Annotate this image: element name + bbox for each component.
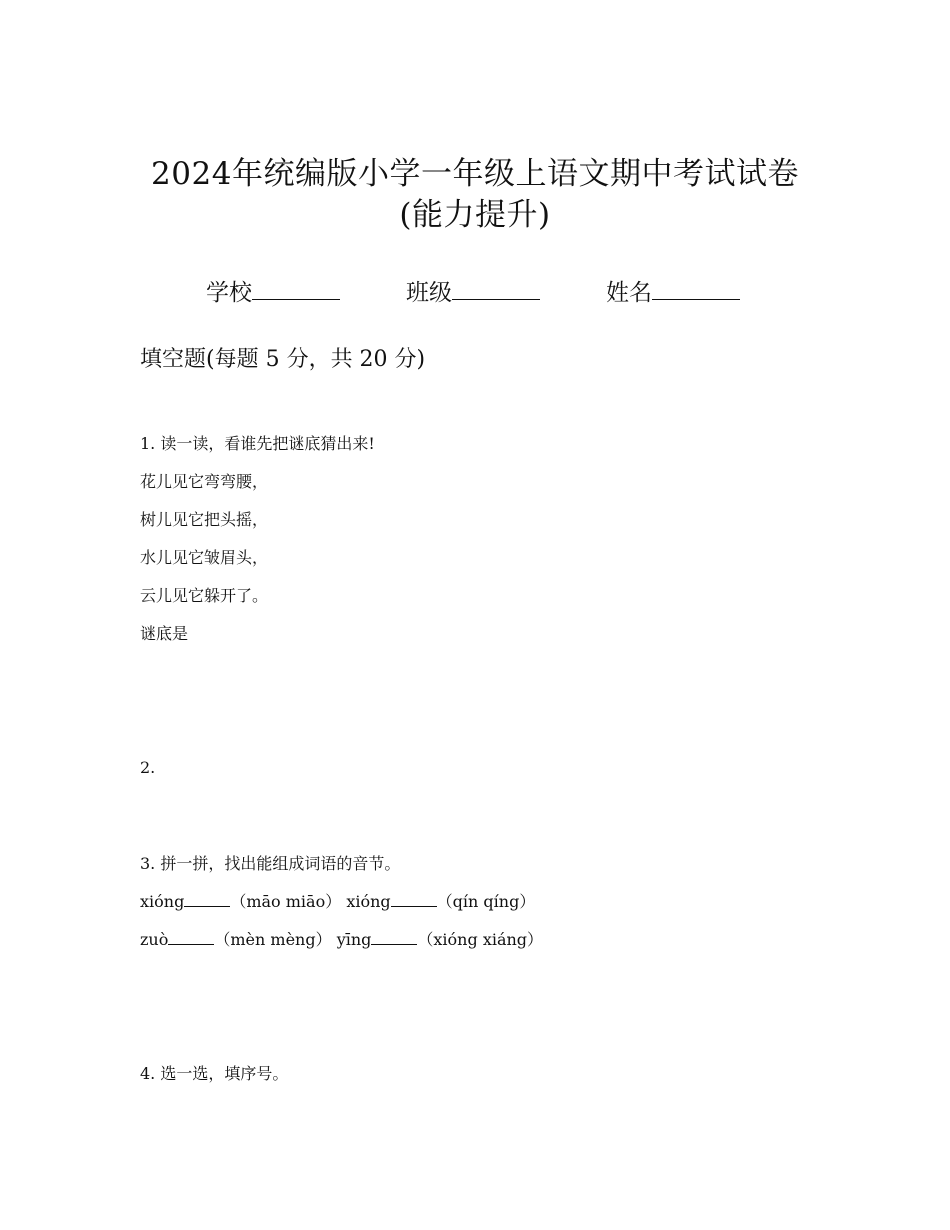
- riddle-answer-label: 谜底是: [140, 624, 189, 643]
- answer-blank[interactable]: [371, 929, 417, 945]
- class-field: [406, 277, 540, 308]
- pinyin-options: （māo miāo）: [230, 892, 342, 911]
- name-blank[interactable]: [652, 277, 740, 300]
- answer-blank[interactable]: [184, 891, 230, 907]
- school-blank[interactable]: [252, 277, 340, 300]
- pinyin-word: zuò: [140, 930, 169, 949]
- title-line-1: 2024年统编版小学一年级上语文期中考试试卷: [151, 156, 799, 192]
- answer-blank[interactable]: [168, 929, 214, 945]
- name-field: [606, 277, 740, 308]
- question-3-prompt: 3. 拼一拼，找出能组成词语的音节。: [140, 854, 401, 873]
- pinyin-word: yīng: [336, 930, 372, 949]
- section-heading: 填空题(每题 5 分，共 20 分): [140, 347, 426, 372]
- school-label: 学校: [206, 280, 252, 306]
- pinyin-options: （xióng xiáng）: [417, 930, 544, 949]
- riddle-line-4: 云儿见它躲开了。: [140, 586, 269, 605]
- pinyin-row-2: [140, 929, 543, 951]
- class-blank[interactable]: [452, 277, 540, 300]
- pinyin-word: xióng: [140, 892, 185, 911]
- school-field: [206, 277, 340, 308]
- question-1-prompt: 1. 读一读，看谁先把谜底猜出来!: [140, 434, 375, 453]
- name-label: 姓名: [606, 280, 652, 306]
- class-label: 班级: [406, 280, 452, 306]
- riddle-line-2: 树儿见它把头摇，: [140, 510, 269, 529]
- riddle-line-1: 花儿见它弯弯腰，: [140, 472, 269, 491]
- pinyin-options: （qín qíng）: [436, 892, 536, 911]
- answer-blank[interactable]: [391, 891, 437, 907]
- question-2-prompt: 2.: [140, 758, 156, 777]
- title-line-2: (能力提升): [399, 197, 551, 233]
- riddle-line-3: 水儿见它皱眉头，: [140, 548, 269, 567]
- question-4-prompt: 4. 选一选，填序号。: [140, 1064, 289, 1083]
- pinyin-options: （mèn mèng）: [214, 930, 332, 949]
- pinyin-word: xióng: [346, 892, 391, 911]
- pinyin-row-1: [140, 891, 535, 913]
